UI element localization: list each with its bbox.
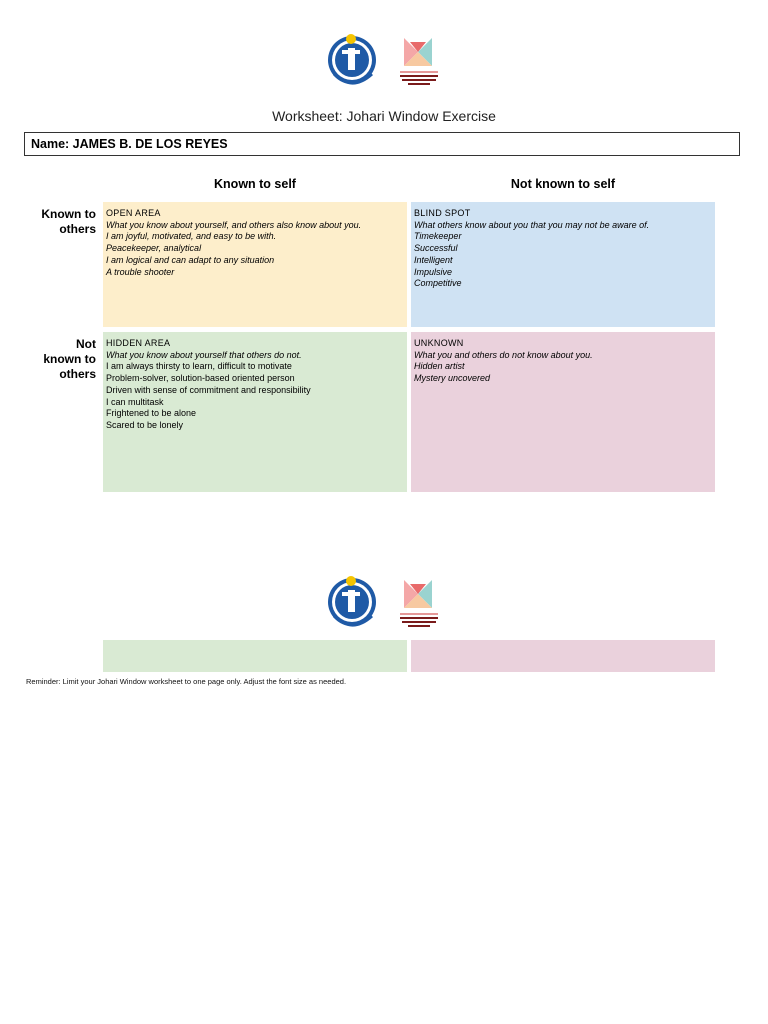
blind-spot-quadrant: [411, 202, 715, 327]
quadrant-heading: BLIND SPOT: [414, 208, 471, 218]
worksheet-title: Worksheet: Johari Window Exercise: [272, 108, 496, 124]
quadrant-line: Intelligent: [414, 254, 453, 265]
quadrant-heading: UNKNOWN: [414, 338, 464, 348]
student-name-field: Name: JAMES B. DE LOS REYES: [24, 132, 740, 156]
quadrant-line: Successful: [414, 243, 458, 254]
quadrant-line: What you and others do not know about you.: [414, 349, 593, 360]
unknown-quadrant: [411, 332, 715, 492]
quadrant-line: I can multitask: [106, 396, 164, 407]
column-header-known-to-self: Known to self: [214, 177, 296, 191]
quadrant-line: Competitive: [414, 278, 462, 289]
pink-strip: [411, 640, 715, 672]
quadrant-line: I am always thirsty to learn, difficult to motivate: [106, 361, 292, 372]
quadrant-line: What others know about you that you may not be aware of.: [414, 219, 650, 230]
open-area-quadrant: [103, 202, 407, 327]
reminder-note: Reminder: Limit your Johari Window worksheet to one page only. Adjust the font size as needed.: [26, 677, 347, 686]
row-header-known-to-others: Known to others: [41, 207, 96, 236]
quadrant-line: Driven with sense of commitment and responsibility: [106, 384, 311, 395]
quadrant-line: A trouble shooter: [106, 266, 175, 277]
quadrant-line: Impulsive: [414, 266, 453, 277]
quadrant-heading: OPEN AREA: [106, 208, 161, 218]
row-header-not-known-to-others: Not known to others: [43, 337, 96, 381]
quadrant-line: Scared to be lonely: [106, 419, 184, 430]
quadrant-line: Hidden artist: [414, 361, 465, 372]
footer-logos: [322, 572, 452, 634]
quadrant-line: Problem-solver, solution-based oriented person: [106, 373, 295, 384]
green-strip: [103, 640, 407, 672]
teachers-framework-logo-icon: [394, 34, 444, 90]
header-logos: [322, 30, 452, 92]
quadrant-line: Mystery uncovered: [414, 373, 491, 384]
quadrant-line: I am logical and can adapt to any situation: [106, 254, 275, 265]
teachers-framework-logo-icon: [394, 576, 444, 632]
quadrant-line: Peacekeeper, analytical: [106, 243, 202, 254]
quadrant-heading: HIDDEN AREA: [106, 338, 171, 348]
quadrant-line: Timekeeper: [414, 231, 462, 242]
hidden-area-quadrant: [103, 332, 407, 492]
quadrant-line: What you know about yourself that others do not.: [106, 349, 302, 360]
quadrant-line: I am joyful, motivated, and easy to be with.: [106, 231, 277, 242]
quadrant-line: Frightened to be alone: [106, 408, 197, 419]
quadrant-line: What you know about yourself, and others also know about you.: [106, 219, 362, 230]
column-header-not-known-to-self: Not known to self: [510, 177, 616, 191]
